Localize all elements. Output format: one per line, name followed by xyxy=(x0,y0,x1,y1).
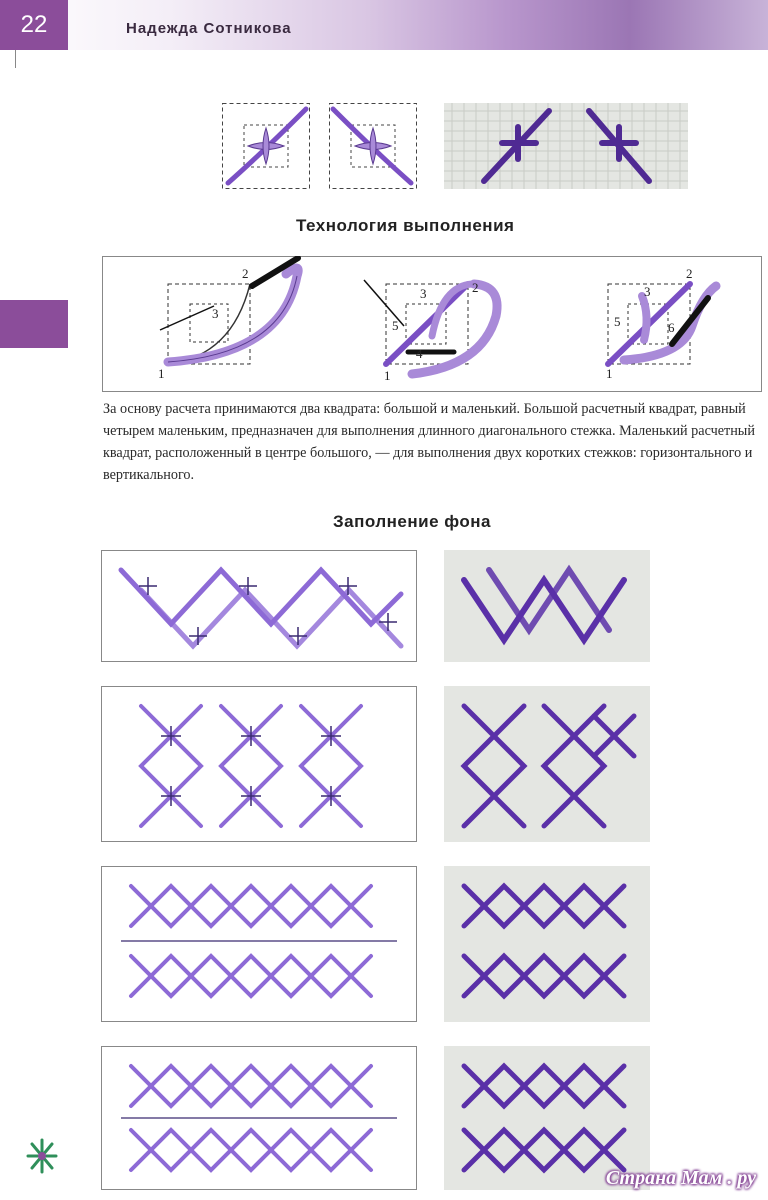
stitch-photo-top xyxy=(444,103,688,189)
margin-line xyxy=(15,50,16,68)
side-tab xyxy=(0,300,68,348)
step-label: 4 xyxy=(416,346,423,361)
step-label: 6 xyxy=(668,320,675,335)
pattern-diagram-1 xyxy=(101,550,417,662)
step-label: 1 xyxy=(606,366,613,381)
description-text: За основу расчета принимаются два квадрата: большой и маленький. Большой расчетный квадрат, равный четырем маленьким, предназначен для выполнения длинного диагонального стежка. Маленький расчетный квадрат, расположенный в центре большого, — для выполнения двух коротких стежков: горизонтального и вертикального. xyxy=(103,401,755,483)
step-label: 2 xyxy=(242,266,249,281)
pattern-diagram-3 xyxy=(101,866,417,1022)
pattern-photo-1 xyxy=(444,550,650,662)
header-bar xyxy=(0,0,768,50)
pattern-photo-2 xyxy=(444,686,650,842)
step-label: 1 xyxy=(384,368,391,383)
step-label: 5 xyxy=(614,314,621,329)
step-label: 3 xyxy=(420,286,427,301)
watermark: Страна Мам . ру xyxy=(605,1167,756,1189)
stitch-diagram-left xyxy=(222,103,310,189)
author-name: Надежда Сотникова xyxy=(126,20,292,37)
step-label: 1 xyxy=(158,366,165,381)
star-ornament-icon xyxy=(24,1136,60,1176)
step-label: 3 xyxy=(644,284,651,299)
pattern-diagram-2 xyxy=(101,686,417,842)
step-label: 3 xyxy=(212,306,219,321)
stitch-diagram-right xyxy=(329,103,417,189)
technique-title: Технология выполнения xyxy=(296,216,515,235)
pattern-diagram-4 xyxy=(101,1046,417,1190)
technique-diagrams xyxy=(102,256,762,392)
fill-title: Заполнение фона xyxy=(333,512,492,531)
page-number: 22 xyxy=(0,0,68,50)
step-label: 2 xyxy=(472,280,479,295)
step-label: 2 xyxy=(686,266,693,281)
step-label: 5 xyxy=(392,318,399,333)
pattern-photo-3 xyxy=(444,866,650,1022)
